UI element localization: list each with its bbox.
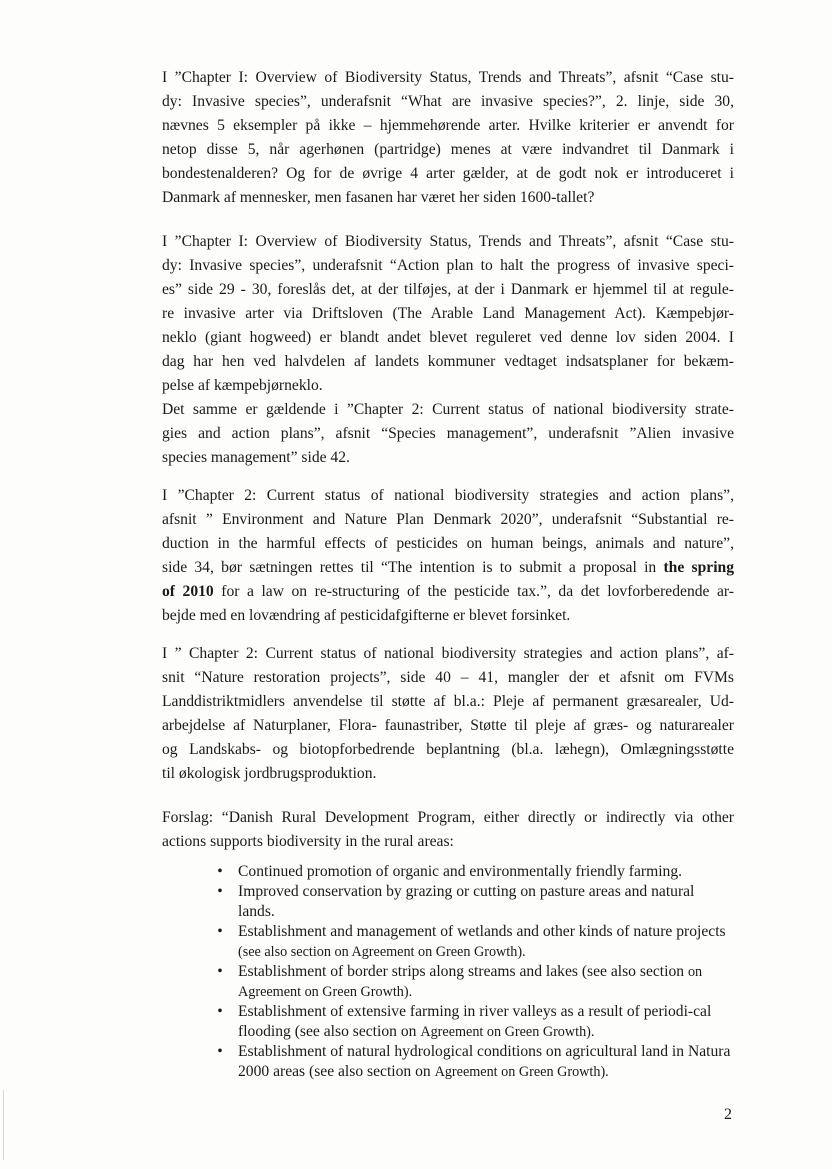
paragraph-line: bejde med en lovændring af pesticidafgifterne er blevet forsinket. [162, 607, 571, 624]
bullet-icon: • [217, 863, 223, 880]
paragraph-action-plan [162, 230, 734, 470]
paragraph-line: arbejdelse af Naturplaner, Flora- faunastriber, Støtte til pleje af græs- og naturarealer [162, 717, 734, 734]
paragraph-line: snit “Nature restoration projects”, side 40 – 41, mangler der et afsnit om FVMs [162, 669, 734, 686]
paragraph-line: I ”Chapter I: Overview of Biodiversity Status, Trends and Threats”, afsnit “Case stu- [162, 233, 734, 250]
bullet-icon: • [217, 963, 223, 980]
paragraph-line: netop disse 5, når agerhønen (partridge) menes at være indvandret til Danmark i [162, 141, 734, 158]
list-item [212, 882, 732, 922]
list-item-note: on Agreement on Green Growth). [238, 964, 703, 1000]
paragraph-line: nævnes 5 eksempler på ikke – hjemmehørende arter. Hvilke kriterier er anvendt for [162, 117, 734, 134]
list-item [212, 1042, 732, 1082]
paragraph-line: pelse af kæmpebjørneklo. [162, 377, 323, 394]
paragraph-line: neklo (giant hogweed) er blandt andet blevet reguleret ved denne lov siden 2004. I [162, 329, 734, 346]
bullet-icon: • [217, 1043, 223, 1060]
paragraph-line: Forslag: “Danish Rural Development Program, either directly or indirectly via other [162, 809, 734, 826]
paragraph-line: I ”Chapter I: Overview of Biodiversity Status, Trends and Threats”, afsnit “Case stu- [162, 69, 734, 86]
paragraph-line: species management” side 42. [162, 449, 350, 466]
paragraph-line: bondestenalderen? Og for de øvrige 4 arter gælder, at de godt nok er introduceret i [162, 165, 734, 182]
paragraph-line: re invasive arter via Driftsloven (The Arable Land Management Act). Kæmpebjør- [162, 305, 734, 322]
list-item [212, 962, 732, 1002]
paragraph-line: og Landskabs- og biotopforbedrende beplantning (bl.a. læhegn), Omlægningsstøtte [162, 741, 734, 758]
paragraph-nature-restoration [162, 642, 734, 786]
bullet-icon: • [217, 1003, 223, 1020]
paragraph-line: dy: Invasive species”, underafsnit “What are invasive species?”, 2. linje, side 30, [162, 93, 734, 110]
list-item-text: Establishment of natural hydrological conditions on agricultural land in Natura 2000 areas (see also section on [238, 1043, 731, 1080]
paragraph-line: actions supports biodiversity in the rural areas: [162, 833, 454, 850]
paragraph-line: dy: Invasive species”, underafsnit “Action plan to halt the progress of invasive speci- [162, 257, 734, 274]
list-item-text: Establishment and management of wetlands and other kinds of nature projects [238, 923, 726, 940]
page-number: 2 [724, 1106, 732, 1123]
list-item-note: Agreement on Green Growth). [434, 1064, 609, 1080]
paragraph-line: I ” Chapter 2: Current status of national biodiversity strategies and action plans”, af- [162, 645, 734, 662]
list-item-note: (see also section on Agreement on Green Growth). [238, 944, 526, 960]
text-run: for a law on re-structuring of the pesticide tax.”, da det lovforberedende ar- [213, 583, 734, 600]
proposal-bullet-list [212, 862, 732, 1082]
list-item-text: Establishment of border strips along streams and lakes (see also section [238, 963, 688, 980]
paragraph-proposal [162, 806, 734, 854]
scan-edge-mark [3, 1090, 4, 1160]
paragraph-line: gies and action plans”, afsnit “Species management”, underafsnit ”Alien invasive [162, 425, 734, 442]
list-item-text: Establishment of extensive farming in river valleys as a result of periodi-cal flooding (see also section on [238, 1003, 712, 1040]
paragraph-line: dag har hen ved halvdelen af landets kommuner vedtaget indsatsplaner for bekæm- [162, 353, 734, 370]
paragraph-line: Landdistriktmidlers anvendelse til støtte af bl.a.: Pleje af permanent græsarealer, Ud- [162, 693, 734, 710]
paragraph-pesticide-tax [162, 484, 734, 628]
paragraph-line: I ”Chapter 2: Current status of national biodiversity strategies and action plans”, [162, 487, 734, 504]
list-item-note: Agreement on Green Growth). [420, 1024, 595, 1040]
paragraph-line: afsnit ” Environment and Nature Plan Denmark 2020”, underafsnit “Substantial re- [162, 511, 734, 528]
list-item [212, 1002, 732, 1042]
paragraph-line [162, 580, 734, 604]
bullet-icon: • [217, 923, 223, 940]
paragraph-invasive-species-question [162, 66, 734, 210]
list-item-text: Continued promotion of organic and environmentally friendly farming. [238, 863, 683, 880]
paragraph-line: es” side 29 - 30, foreslås det, at der tilføjes, at der i Danmark er hjemmel til at regule- [162, 281, 734, 298]
bold-text-run: the spring [663, 559, 735, 576]
paragraph-line: duction in the harmful effects of pesticides on human beings, animals and nature”, [162, 535, 734, 552]
bold-text-run: of 2010 [162, 583, 214, 600]
list-item [212, 862, 732, 882]
paragraph-line: Det samme er gældende i ”Chapter 2: Current status of national biodiversity strate- [162, 401, 734, 418]
list-item-text: Improved conservation by grazing or cutting on pasture areas and natural lands. [238, 883, 695, 920]
paragraph-line: Danmark af mennesker, men fasanen har været her siden 1600-tallet? [162, 189, 595, 206]
bullet-icon: • [217, 883, 223, 900]
text-run: side 34, bør sætningen rettes til “The intention is to submit a proposal in [162, 559, 664, 576]
paragraph-line: til økologisk jordbrugsproduktion. [162, 765, 377, 782]
list-item [212, 922, 732, 962]
paragraph-line [162, 556, 734, 580]
